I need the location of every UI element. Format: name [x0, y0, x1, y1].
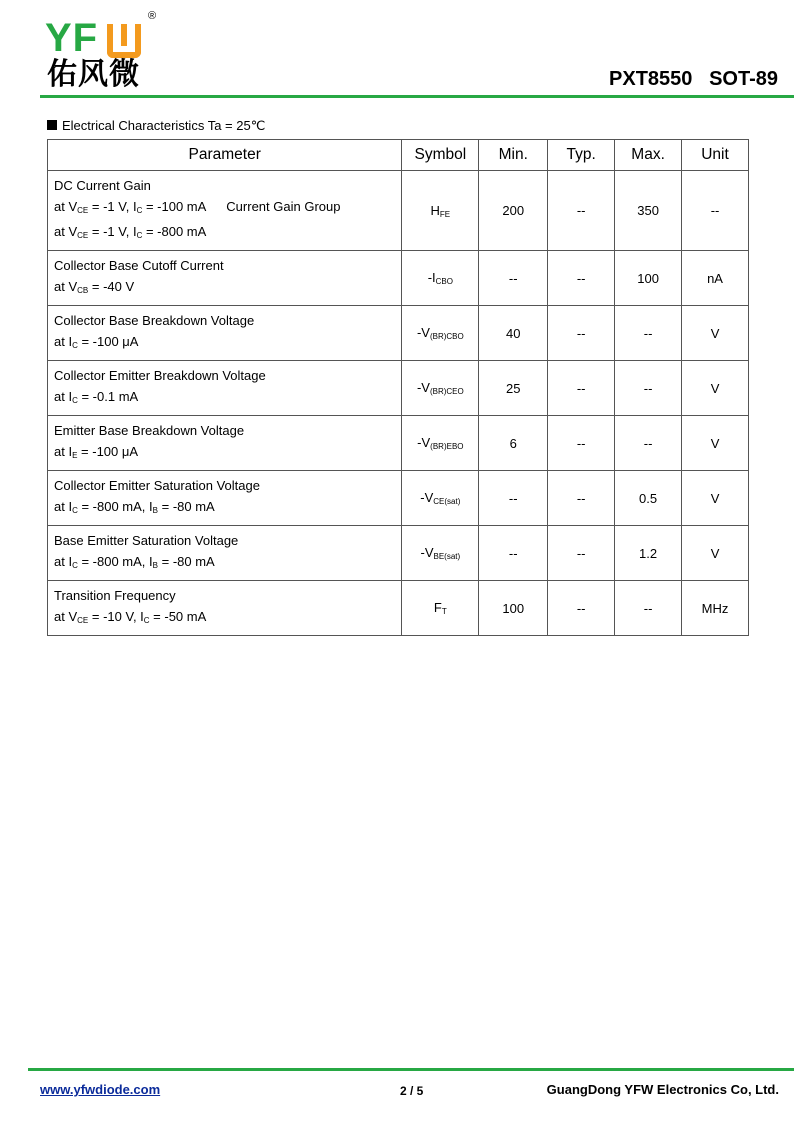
text-run: = -100 μA — [77, 334, 139, 349]
column-header: Typ. — [548, 140, 615, 171]
parameter-line — [54, 420, 395, 441]
parameter-line — [54, 441, 395, 466]
text-run: at V — [54, 609, 78, 624]
subscript: CE — [77, 616, 89, 625]
text-run: = -10 V, I — [88, 609, 144, 624]
text-run: -V — [417, 435, 431, 450]
max-cell: -- — [615, 581, 682, 636]
text-run: = -1 V, I — [88, 199, 137, 214]
min-cell: 40 — [479, 306, 548, 361]
max-cell: 0.5 — [615, 471, 682, 526]
text-run: -I — [427, 270, 436, 285]
subscript: (BR)CEO — [429, 387, 464, 396]
table-row — [48, 581, 749, 636]
parameter-line — [54, 255, 395, 276]
symbol-cell — [402, 306, 479, 361]
unit-cell: V — [682, 306, 749, 361]
typ-cell: -- — [548, 526, 615, 581]
text-run: at I — [54, 554, 73, 569]
table-row — [48, 526, 749, 581]
text-run: Collector Base Breakdown Voltage — [54, 313, 255, 328]
text-run: -V — [420, 545, 434, 560]
page-number: 2 / 5 — [400, 1084, 424, 1098]
symbol-cell — [402, 581, 479, 636]
text-run: DC Current Gain — [54, 178, 151, 193]
parameter-line — [54, 386, 395, 411]
max-cell: -- — [615, 361, 682, 416]
parameter-line — [54, 310, 395, 331]
subscript: B — [152, 561, 158, 570]
typ-cell: -- — [548, 361, 615, 416]
header-divider — [40, 95, 794, 98]
parameter-cell — [48, 416, 402, 471]
subscript: CE(sat) — [433, 497, 461, 506]
text-run: = -0.1 mA — [77, 389, 139, 404]
min-cell: -- — [479, 471, 548, 526]
column-header: Symbol — [402, 140, 479, 171]
typ-cell: -- — [548, 581, 615, 636]
table-row — [48, 471, 749, 526]
subscript: B — [152, 506, 158, 515]
min-cell: 200 — [479, 171, 548, 251]
parameter-line — [54, 175, 395, 196]
text-run: = -800 mA — [142, 224, 207, 239]
subscript: CBO — [435, 277, 453, 286]
text-run: Collector Base Cutoff Current — [54, 258, 224, 273]
typ-cell: -- — [548, 171, 615, 251]
text-run: = -80 mA — [158, 554, 215, 569]
min-cell: 6 — [479, 416, 548, 471]
subscript: (BR)CBO — [429, 332, 464, 341]
text-run: F — [433, 600, 442, 615]
logo-chinese: 佑风微 — [47, 57, 140, 92]
text-run: Collector Emitter Breakdown Voltage — [54, 368, 266, 383]
text-run: Current Gain Group — [226, 199, 341, 214]
symbol-cell — [402, 171, 479, 251]
parameter-cell — [48, 471, 402, 526]
parameter-cell — [48, 251, 402, 306]
square-bullet-icon — [47, 120, 57, 130]
text-run: Emitter Base Breakdown Voltage — [54, 423, 245, 438]
text-run: = -800 mA, I — [77, 554, 153, 569]
text-run: = -40 V — [88, 279, 135, 294]
column-header: Parameter — [48, 140, 402, 171]
text-run: at I — [54, 334, 73, 349]
text-run: H — [430, 202, 440, 218]
parameter-line — [54, 331, 395, 356]
text-run: at V — [54, 279, 78, 294]
parameter-cell — [48, 361, 402, 416]
subscript: C — [136, 206, 143, 215]
column-header: Max. — [615, 140, 682, 171]
parameter-cell — [48, 171, 402, 251]
symbol-cell — [402, 361, 479, 416]
unit-cell: V — [682, 471, 749, 526]
subscript: FE — [439, 209, 451, 219]
max-cell: 1.2 — [615, 526, 682, 581]
company-name: GuangDong YFW Electronics Co, Ltd. — [546, 1082, 779, 1097]
table-row — [48, 361, 749, 416]
text-run: = -50 mA — [149, 609, 207, 624]
text-run: -V — [416, 325, 430, 340]
column-header: Unit — [682, 140, 749, 171]
symbol-cell — [402, 526, 479, 581]
unit-cell: MHz — [682, 581, 749, 636]
subscript: BE(sat) — [433, 552, 461, 561]
subscript: C — [72, 506, 78, 515]
parameter-line — [54, 551, 395, 576]
text-run: Transition Frequency — [54, 588, 176, 603]
parameter-line — [54, 365, 395, 386]
registered-mark: ® — [148, 10, 157, 22]
subscript: T — [441, 607, 447, 616]
section-title — [47, 118, 265, 134]
page-header — [0, 0, 800, 100]
parameter-line — [54, 606, 395, 631]
column-header: Min. — [479, 140, 548, 171]
unit-cell: nA — [682, 251, 749, 306]
company-logo — [45, 10, 165, 92]
parameter-line — [54, 475, 395, 496]
text-run: = -800 mA, I — [77, 499, 153, 514]
typ-cell: -- — [548, 416, 615, 471]
typ-cell: -- — [548, 251, 615, 306]
logo-latin: YF — [45, 16, 99, 60]
parameter-line — [54, 221, 395, 246]
parameter-line — [54, 496, 395, 521]
part-title: PXT8550 SOT-89 — [609, 68, 778, 90]
logo-u-mark-bar — [121, 24, 127, 46]
subscript: CE — [77, 206, 89, 215]
subscript: C — [72, 561, 78, 570]
table-body — [48, 171, 749, 636]
subscript: C — [143, 616, 150, 625]
table-row — [48, 171, 749, 251]
subscript: (BR)EBO — [430, 442, 464, 451]
unit-cell: V — [682, 416, 749, 471]
unit-cell: -- — [682, 171, 749, 251]
text-run: = -100 μA — [77, 444, 139, 459]
text-run: Collector Emitter Saturation Voltage — [54, 478, 260, 493]
subscript: CB — [77, 286, 89, 295]
symbol-cell — [402, 471, 479, 526]
text-run: at I — [54, 444, 73, 459]
subscript: E — [72, 451, 78, 460]
symbol-cell — [402, 416, 479, 471]
min-cell: -- — [479, 251, 548, 306]
text-run: at I — [54, 389, 73, 404]
text-run: = -100 mA — [142, 199, 207, 214]
min-cell: -- — [479, 526, 548, 581]
parameter-cell — [48, 306, 402, 361]
typ-cell: -- — [548, 471, 615, 526]
min-cell: 100 — [479, 581, 548, 636]
max-cell: -- — [615, 416, 682, 471]
max-cell: 350 — [615, 171, 682, 251]
table-row — [48, 416, 749, 471]
text-run: at I — [54, 499, 73, 514]
text-run: = -1 V, I — [88, 224, 137, 239]
website-link[interactable]: www.yfwdiode.com — [40, 1082, 161, 1097]
parameter-cell — [48, 581, 402, 636]
unit-cell: V — [682, 361, 749, 416]
table-row — [48, 251, 749, 306]
parameter-line — [54, 530, 395, 551]
parameter-line — [54, 585, 395, 606]
subscript: C — [72, 396, 78, 405]
min-cell: 25 — [479, 361, 548, 416]
text-run: -V — [420, 490, 434, 505]
footer-divider — [28, 1068, 794, 1071]
table-header-row — [48, 140, 749, 171]
parameter-cell — [48, 526, 402, 581]
text-run: -V — [416, 380, 430, 395]
table-row — [48, 306, 749, 361]
text-run: = -80 mA — [158, 499, 215, 514]
typ-cell: -- — [548, 306, 615, 361]
text-run: Base Emitter Saturation Voltage — [54, 533, 239, 548]
unit-cell: V — [682, 526, 749, 581]
text-run: at V — [54, 224, 78, 239]
parameter-line — [54, 276, 395, 301]
subscript: CE — [77, 231, 89, 240]
max-cell: 100 — [615, 251, 682, 306]
subscript: C — [72, 341, 78, 350]
subscript: C — [136, 231, 143, 240]
parameter-line — [54, 196, 395, 221]
section-title-unit: ℃ — [250, 118, 266, 133]
symbol-cell — [402, 251, 479, 306]
text-run: at V — [54, 199, 78, 214]
section-title-text: Electrical Characteristics Ta = 25 — [62, 118, 251, 133]
electrical-characteristics-table — [47, 139, 749, 636]
max-cell: -- — [615, 306, 682, 361]
